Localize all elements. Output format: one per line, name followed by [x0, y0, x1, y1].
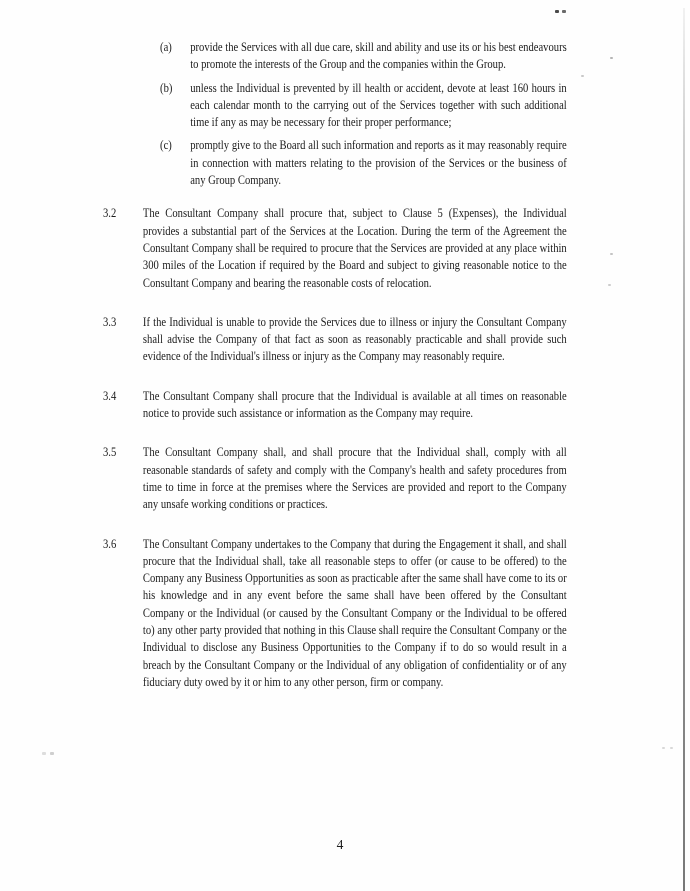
subclause-b — [160, 79, 567, 131]
clause-3-4 — [103, 387, 567, 422]
scan-speck — [50, 752, 54, 755]
clause-text: The Consultant Company shall procure that, subject to Clause 5 (Expenses), the Individual provides a substantial part of the Services at the Location. During the term of the Agreement the Consultant Company shall be required to procure that the Services are provided at any place within 300 miles of the Location if required by the Board and subject to giving reasonable notice to the Consultant Company and bearing the reasonable costs of relocation. — [142, 205, 567, 290]
clause-text: The Consultant Company shall, and shall procure that the Individual shall, comply with all reasonable standards of safety and comply with the Company's health and safety procedures from time to time in force at the premises where the Services are provided and report to the Company any unsafe working conditions or practices. — [142, 444, 567, 512]
scan-speck — [581, 75, 584, 77]
scan-speck — [555, 10, 559, 13]
clause-3-6 — [103, 535, 567, 691]
clause-3-3 — [103, 313, 567, 365]
document-content — [103, 38, 567, 712]
scan-speck — [608, 284, 611, 286]
clause-text: The Consultant Company shall procure that the Individual is available at all times on reasonable notice to provide such assistance or information as the Company may require. — [142, 387, 567, 421]
scan-speck — [610, 253, 613, 255]
clause-number: 3.5 — [103, 444, 117, 460]
clause-text: The Consultant Company undertakes to the Company that during the Engagement it shall, and shall procure that the Individual shall, take all reasonable steps to offer (or cause to be offered) to the Company any Business Opportunities as soon as practicable after the same shall have come to its or his knowledge and in any event before the same shall have been offered by the Consultant Company or the Individual (or caused by the Consultant Company or the Individual to be offered to) any other party provided that nothing in this Clause shall require the Consultant Company or the Individual to disclose any Business Opportunities to the Company if to do so would result in a breach by the Consultant Company or the Individual of any obligation of confidentiality or of any fiduciary duty owed by it or him to any other person, firm or company. — [142, 535, 567, 689]
scan-speck — [662, 747, 665, 749]
clause-number: 3.2 — [103, 205, 117, 221]
subclause-label: (c) — [160, 137, 172, 153]
scan-speck — [670, 747, 673, 749]
clause-number: 3.6 — [103, 535, 117, 551]
subclause-c — [160, 136, 567, 188]
clause-3-2 — [103, 204, 567, 290]
page-number: 4 — [336, 837, 344, 852]
subclause-a — [160, 38, 567, 73]
clause-3-5 — [103, 443, 567, 512]
subclause-label: (a) — [160, 39, 172, 54]
clause-number: 3.3 — [103, 313, 117, 329]
scan-speck — [610, 57, 613, 59]
clause-text: If the Individual is unable to provide the Services due to illness or injury the Consultant Company shall advise the Company of that fact as soon as reasonably practicable and shall provide such evidence of the Individual's illness or injury as the Company may reasonably require. — [142, 313, 567, 364]
subclause-text: provide the Services with all due care, skill and ability and use its or his best endeavours to promote the interests of the Group and the companies within the Group. — [190, 39, 567, 72]
subclause-list — [103, 38, 567, 188]
scan-speck — [42, 752, 46, 755]
subclause-label: (b) — [160, 79, 173, 95]
scan-edge-line — [683, 8, 685, 891]
scan-speck — [562, 10, 566, 13]
subclause-text: promptly give to the Board all such information and reports as it may reasonably require in connection with matters relating to the provision of the Services or the business of any Group Company. — [190, 137, 567, 188]
clause-number: 3.4 — [103, 387, 117, 403]
subclause-text: unless the Individual is prevented by ill health or accident, devote at least 160 hours in each calendar month to the carrying out of the Services together with such additional time if any as may be necessary for their proper performance; — [190, 79, 567, 130]
